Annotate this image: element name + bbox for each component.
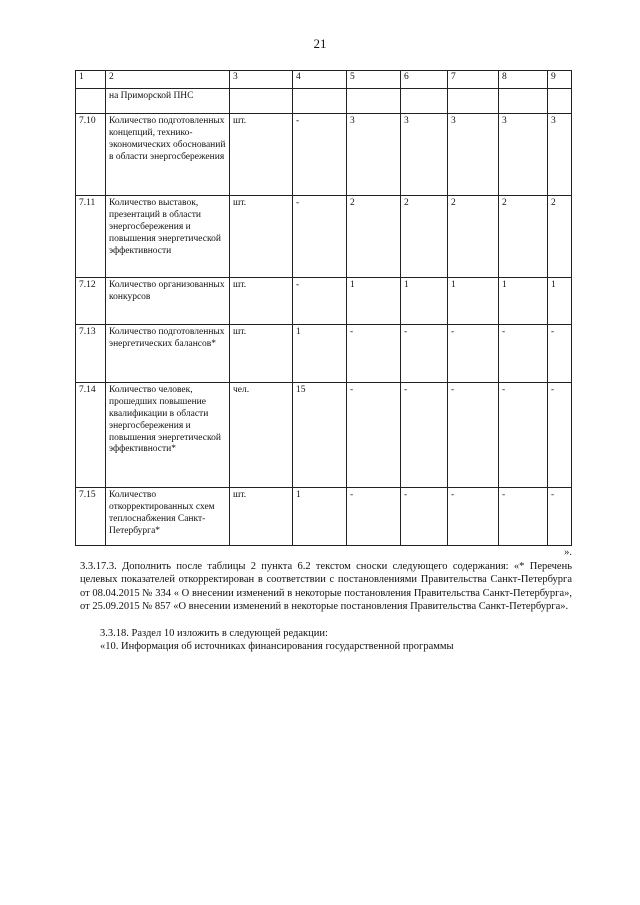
table-row xyxy=(76,278,572,325)
value-cell: - xyxy=(448,488,499,546)
body-text xyxy=(80,546,572,654)
value-cell: - xyxy=(548,488,572,546)
header-cell: 8 xyxy=(499,71,548,89)
unit-cell: шт. xyxy=(230,488,293,546)
paragraph-3-3-18: 3.3.18. Раздел 10 изложить в следующей редакции: xyxy=(100,627,328,639)
header-cell: 3 xyxy=(230,71,293,89)
table-row xyxy=(76,488,572,546)
table-row xyxy=(76,325,572,383)
table-header-row xyxy=(76,71,572,89)
paragraph-3-3-17-3: 3.3.17.3. Дополнить после таблицы 2 пункта 6.2 текстом сноски следующего содержания: «* Перечень целевых показателей откорректирован в соответствии с постановлениями Правительства Санкт-Петербурга от 08.04.2015 № 334 « О внесении изменений в некоторые постановления Правительства Санкт-Петербурга», от 25.09.2015 № 857 «О внесении изменений в некоторые постановления Правительства Санкт-Петербурга». xyxy=(80,560,572,612)
empty-cell xyxy=(230,89,293,114)
empty-cell xyxy=(347,89,401,114)
empty-cell xyxy=(76,89,106,114)
value-cell: 2 xyxy=(499,196,548,278)
header-cell: 7 xyxy=(448,71,499,89)
value-cell: 1 xyxy=(401,278,448,325)
value-cell: 2 xyxy=(548,196,572,278)
value-cell: - xyxy=(347,383,401,488)
indicators-table xyxy=(75,70,572,546)
value-cell: 3 xyxy=(499,114,548,196)
empty-cell xyxy=(548,89,572,114)
continuation-cell: на Приморской ПНС xyxy=(106,89,230,114)
value-cell: 2 xyxy=(448,196,499,278)
header-cell: 4 xyxy=(293,71,347,89)
unit-cell: чел. xyxy=(230,383,293,488)
value-cell: 1 xyxy=(448,278,499,325)
value-cell: - xyxy=(401,383,448,488)
empty-cell xyxy=(293,89,347,114)
value-cell: 2 xyxy=(401,196,448,278)
indicator-name: Количество подготовленных концепций, технико-экономических обоснований в области энергосбережения xyxy=(106,114,230,196)
closing-quote: ». xyxy=(564,547,572,558)
value-cell: - xyxy=(499,383,548,488)
section-10-heading: «10. Информация об источниках финансирования государственной программы xyxy=(100,641,454,652)
table-continuation-row xyxy=(76,89,572,114)
value-cell: - xyxy=(548,383,572,488)
header-cell: 6 xyxy=(401,71,448,89)
empty-cell xyxy=(401,89,448,114)
row-number: 7.14 xyxy=(76,383,106,488)
value-cell: - xyxy=(293,196,347,278)
value-cell: 3 xyxy=(347,114,401,196)
unit-cell: шт. xyxy=(230,196,293,278)
value-cell: 1 xyxy=(347,278,401,325)
value-cell: - xyxy=(401,325,448,383)
value-cell: - xyxy=(347,325,401,383)
value-cell: 15 xyxy=(293,383,347,488)
value-cell: 2 xyxy=(347,196,401,278)
value-cell: - xyxy=(548,325,572,383)
value-cell: - xyxy=(293,278,347,325)
table-row xyxy=(76,196,572,278)
value-cell: - xyxy=(499,488,548,546)
value-cell: - xyxy=(347,488,401,546)
row-number: 7.10 xyxy=(76,114,106,196)
indicator-name: Количество выставок, презентаций в области энергосбережения и повышения энергетической эффективности xyxy=(106,196,230,278)
indicator-name: Количество откорректированных схем теплоснабжения Санкт-Петербурга* xyxy=(106,488,230,546)
value-cell: - xyxy=(401,488,448,546)
value-cell: 3 xyxy=(401,114,448,196)
value-cell: - xyxy=(448,383,499,488)
value-cell: - xyxy=(448,325,499,383)
header-cell: 9 xyxy=(548,71,572,89)
value-cell: 3 xyxy=(448,114,499,196)
indicator-name: Количество подготовленных энергетических балансов* xyxy=(106,325,230,383)
row-number: 7.15 xyxy=(76,488,106,546)
unit-cell: шт. xyxy=(230,325,293,383)
value-cell: 1 xyxy=(293,488,347,546)
empty-cell xyxy=(448,89,499,114)
table-row xyxy=(76,383,572,488)
unit-cell: шт. xyxy=(230,278,293,325)
row-number: 7.11 xyxy=(76,196,106,278)
table-row xyxy=(76,114,572,196)
value-cell: 1 xyxy=(499,278,548,325)
header-cell: 2 xyxy=(106,71,230,89)
row-number: 7.12 xyxy=(76,278,106,325)
value-cell: 1 xyxy=(293,325,347,383)
indicator-name: Количество человек, прошедших повышение квалификации в области энергосбережения и повышения энергетической эффективности* xyxy=(106,383,230,488)
value-cell: - xyxy=(499,325,548,383)
row-number: 7.13 xyxy=(76,325,106,383)
value-cell: 3 xyxy=(548,114,572,196)
header-cell: 5 xyxy=(347,71,401,89)
value-cell: 1 xyxy=(548,278,572,325)
empty-cell xyxy=(499,89,548,114)
page-number: 21 xyxy=(313,36,327,51)
unit-cell: шт. xyxy=(230,114,293,196)
value-cell: - xyxy=(293,114,347,196)
indicator-name: Количество организованных конкурсов xyxy=(106,278,230,325)
header-cell: 1 xyxy=(76,71,106,89)
